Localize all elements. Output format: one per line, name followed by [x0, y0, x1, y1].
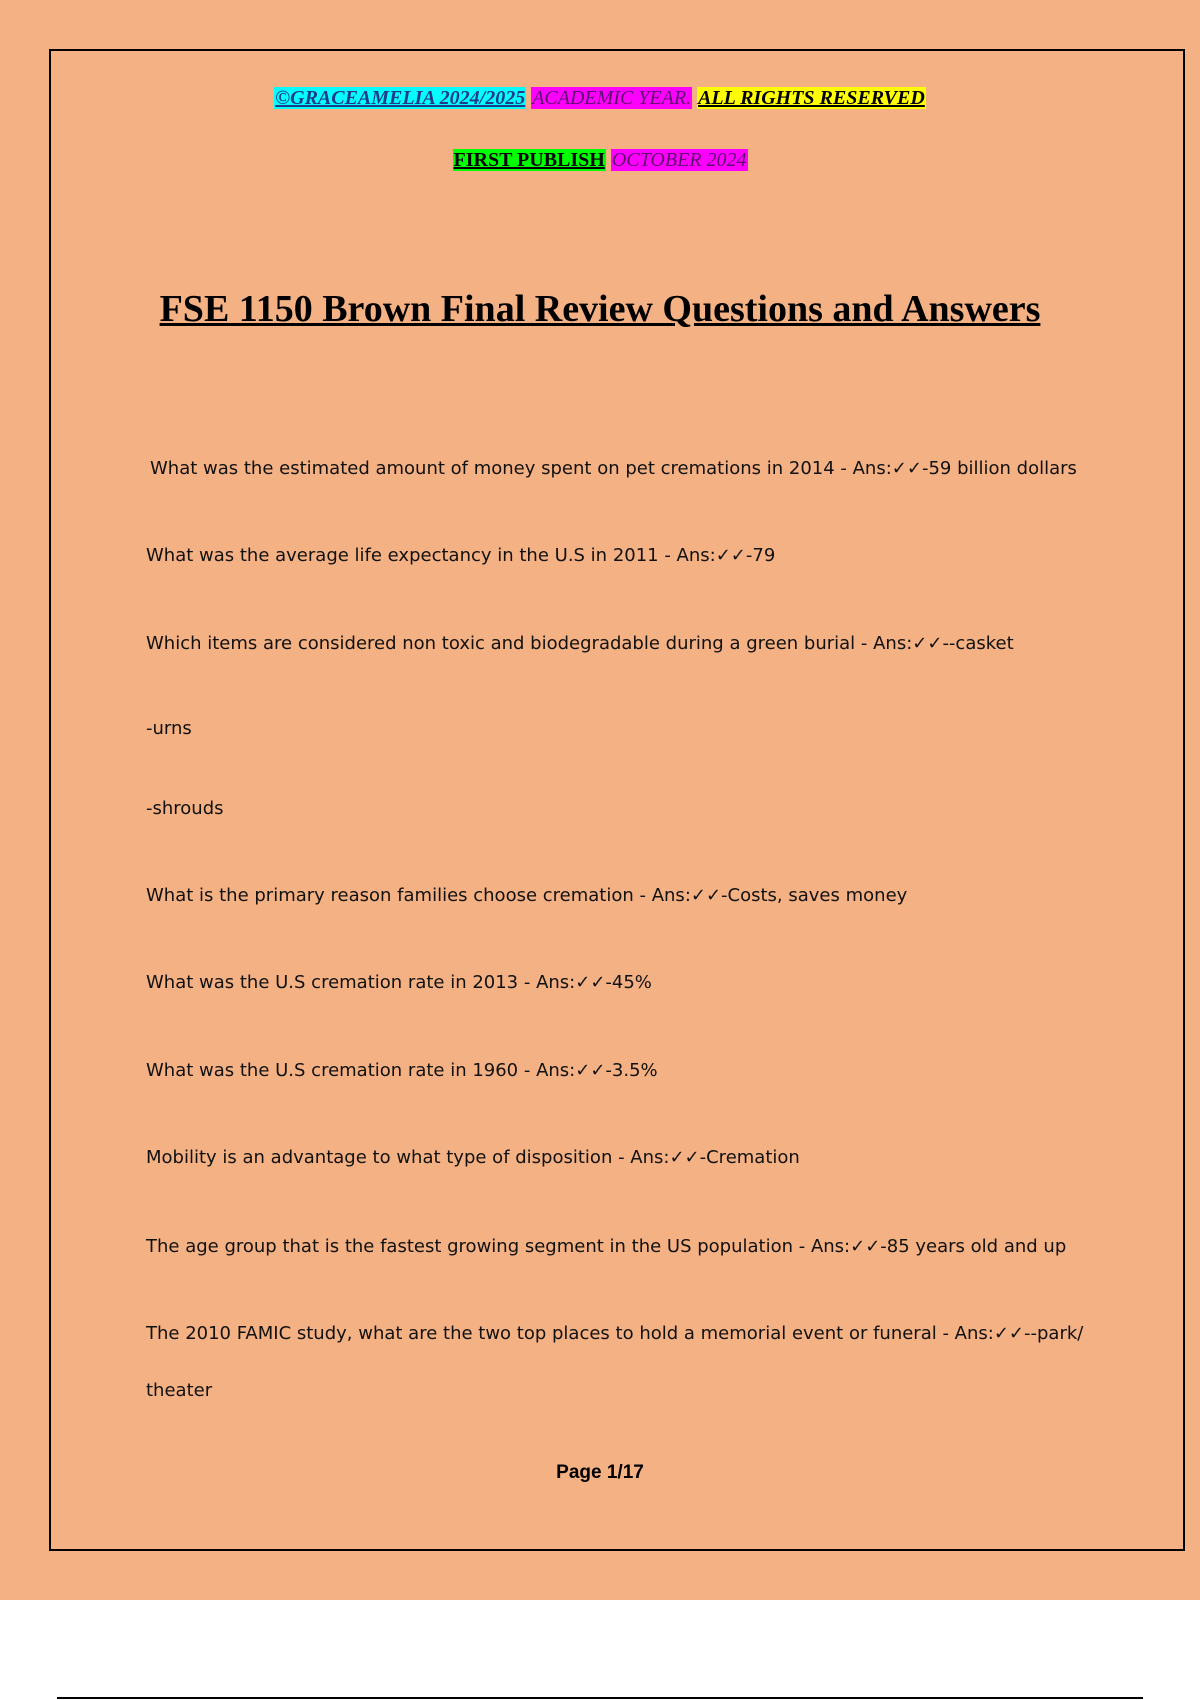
- qa-line: What was the U.S cremation rate in 2013 - Ans:✓✓-45%: [146, 972, 652, 993]
- qa-line: theater: [146, 1380, 213, 1401]
- publish-line: [0, 148, 1200, 172]
- qa-line: Mobility is an advantage to what type of disposition - Ans:✓✓-Cremation: [146, 1147, 800, 1168]
- qa-line: What was the estimated amount of money spent on pet cremations in 2014 - Ans:✓✓-59 billion dollars: [150, 458, 1077, 479]
- qa-line: Which items are considered non toxic and biodegradable during a green burial - Ans:✓✓--casket: [146, 633, 1014, 654]
- copyright-line: [0, 86, 1200, 110]
- qa-line: -urns: [146, 718, 192, 739]
- first-publish-text: FIRST PUBLISH: [453, 149, 605, 171]
- qa-line: The age group that is the fastest growing segment in the US population - Ans:✓✓-85 years old and up: [146, 1236, 1067, 1257]
- qa-line: What was the U.S cremation rate in 1960 - Ans:✓✓-3.5%: [146, 1060, 658, 1081]
- page-number: Page 1/17: [556, 1462, 644, 1483]
- rights-reserved-text: ALL RIGHTS RESERVED: [698, 87, 925, 109]
- qa-line: -shrouds: [146, 798, 224, 819]
- qa-line: The 2010 FAMIC study, what are the two top places to hold a memorial event or funeral - Ans:✓✓--park/: [146, 1323, 1084, 1344]
- next-page-divider: [57, 1697, 1143, 1699]
- document-title: FSE 1150 Brown Final Review Questions and Answers: [159, 288, 1041, 330]
- copyright-text: ©GRACEAMELIA 2024/2025: [275, 87, 526, 109]
- qa-line: What was the average life expectancy in the U.S in 2011 - Ans:✓✓-79: [146, 545, 776, 566]
- qa-line: What is the primary reason families choose cremation - Ans:✓✓-Costs, saves money: [146, 885, 908, 906]
- publish-date-text: OCTOBER 2024: [611, 149, 747, 171]
- academic-year-text: ACADEMIC YEAR.: [532, 87, 692, 109]
